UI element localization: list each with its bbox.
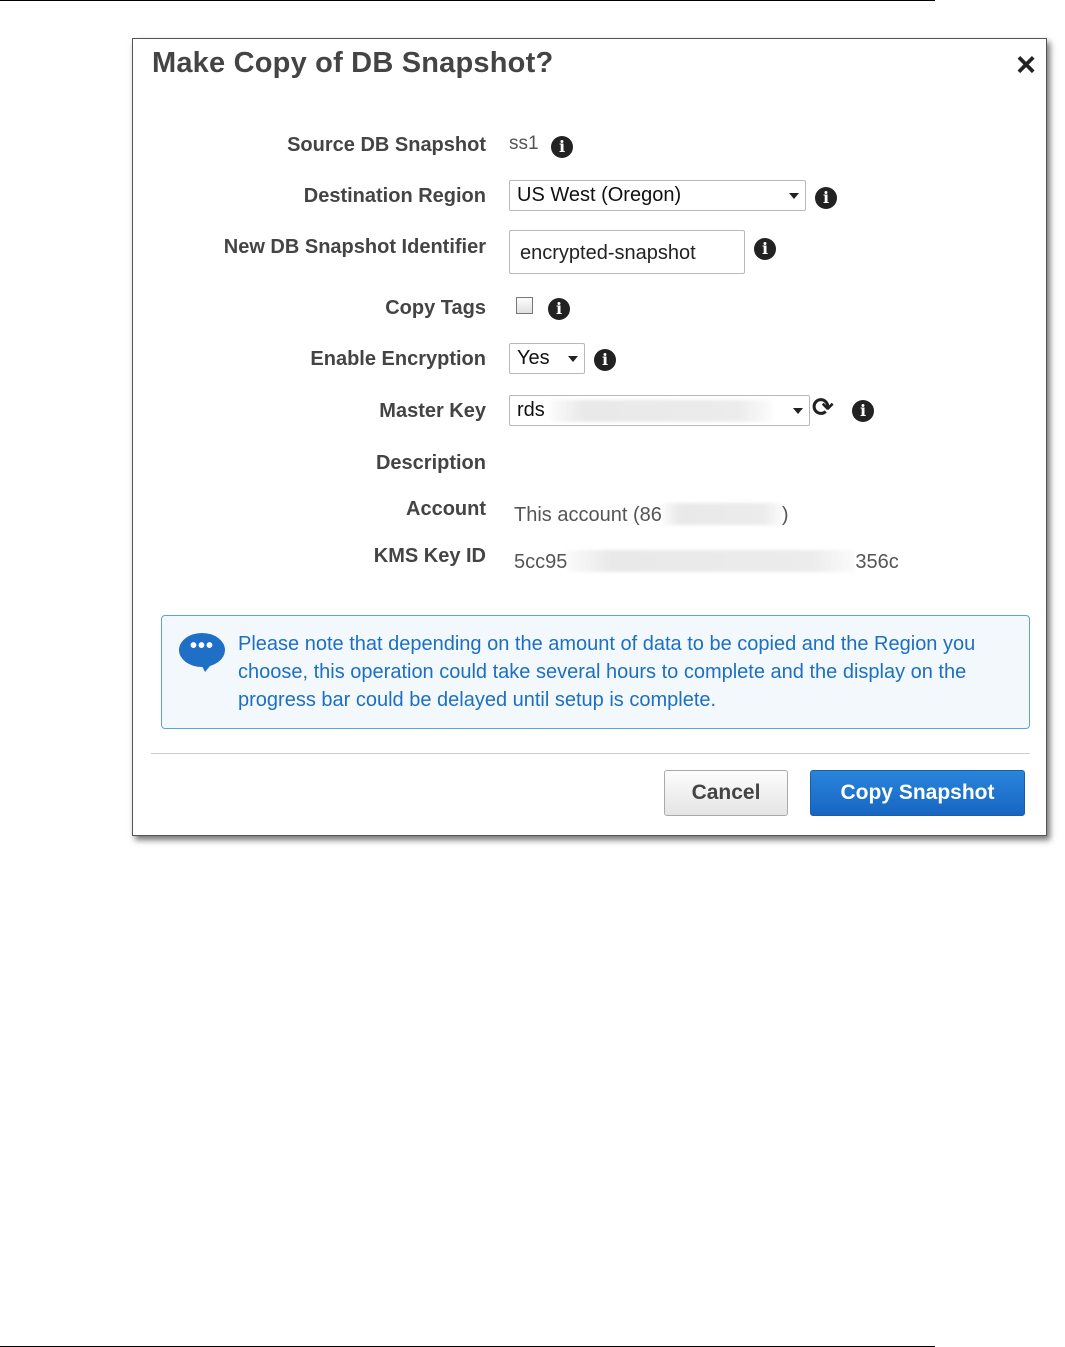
chat-bubble-icon bbox=[179, 633, 225, 667]
master-key-value: rds bbox=[517, 399, 545, 421]
close-icon[interactable]: × bbox=[1016, 46, 1036, 84]
snapshot-identifier-input[interactable]: encrypted-snapshot bbox=[509, 230, 745, 274]
chevron-down-icon bbox=[568, 356, 578, 362]
notice-text: Please note that depending on the amount of data to be copied and the Region you choose, this operation could take several hours to complete and the display on the progress bar could be delayed until setup is complete. bbox=[238, 633, 976, 711]
page-top-rule bbox=[0, 0, 935, 1]
enable-encryption-value: Yes bbox=[517, 347, 550, 369]
account-value bbox=[514, 499, 789, 527]
enable-encryption-info-icon[interactable]: i bbox=[594, 349, 616, 371]
dialog-title: Make Copy of DB Snapshot? bbox=[152, 47, 554, 79]
copy-snapshot-button[interactable]: Copy Snapshot bbox=[810, 770, 1025, 816]
account-value-prefix: This account (86 bbox=[514, 504, 662, 526]
master-key-label: Master Key bbox=[379, 400, 486, 422]
kms-key-id-suffix: 356c bbox=[855, 551, 899, 573]
cancel-button[interactable]: Cancel bbox=[664, 770, 788, 816]
master-key-info-icon[interactable]: i bbox=[852, 400, 874, 422]
kms-key-id-label: KMS Key ID bbox=[373, 545, 486, 567]
refresh-icon[interactable]: ⟳ bbox=[812, 392, 834, 422]
footer-divider bbox=[151, 753, 1030, 754]
destination-region-info-icon[interactable]: i bbox=[815, 187, 837, 209]
redacted-key-blur bbox=[550, 400, 772, 422]
redacted-account-blur bbox=[662, 503, 782, 525]
account-label: Account bbox=[406, 498, 486, 520]
copy-tags-checkbox[interactable] bbox=[516, 297, 533, 314]
copy-snapshot-dialog bbox=[132, 38, 1047, 836]
destination-region-value: US West (Oregon) bbox=[517, 184, 682, 206]
source-snapshot-label: Source DB Snapshot bbox=[287, 134, 486, 156]
enable-encryption-select[interactable] bbox=[509, 343, 585, 374]
source-snapshot-info-icon[interactable]: i bbox=[551, 136, 573, 158]
bubble-dots: ••• bbox=[189, 635, 214, 657]
copy-tags-label: Copy Tags bbox=[385, 297, 486, 319]
chevron-down-icon bbox=[793, 408, 803, 414]
description-label: Description bbox=[375, 452, 486, 474]
chevron-down-icon bbox=[789, 193, 799, 199]
enable-encryption-label: Enable Encryption bbox=[310, 348, 486, 370]
master-key-select[interactable] bbox=[509, 395, 810, 426]
snapshot-identifier-label: New DB Snapshot Identifier bbox=[223, 236, 486, 258]
destination-region-select[interactable] bbox=[509, 180, 806, 211]
copy-tags-info-icon[interactable]: i bbox=[548, 298, 570, 320]
kms-key-id-prefix: 5cc95 bbox=[514, 551, 568, 573]
snapshot-identifier-info-icon[interactable]: i bbox=[754, 238, 776, 260]
redacted-kms-key-blur bbox=[567, 550, 855, 572]
destination-region-label: Destination Region bbox=[303, 185, 486, 207]
account-value-suffix: ) bbox=[781, 504, 789, 526]
info-notice bbox=[161, 615, 1030, 729]
kms-key-id-value bbox=[514, 546, 899, 574]
source-snapshot-value: ss1 bbox=[509, 133, 539, 154]
